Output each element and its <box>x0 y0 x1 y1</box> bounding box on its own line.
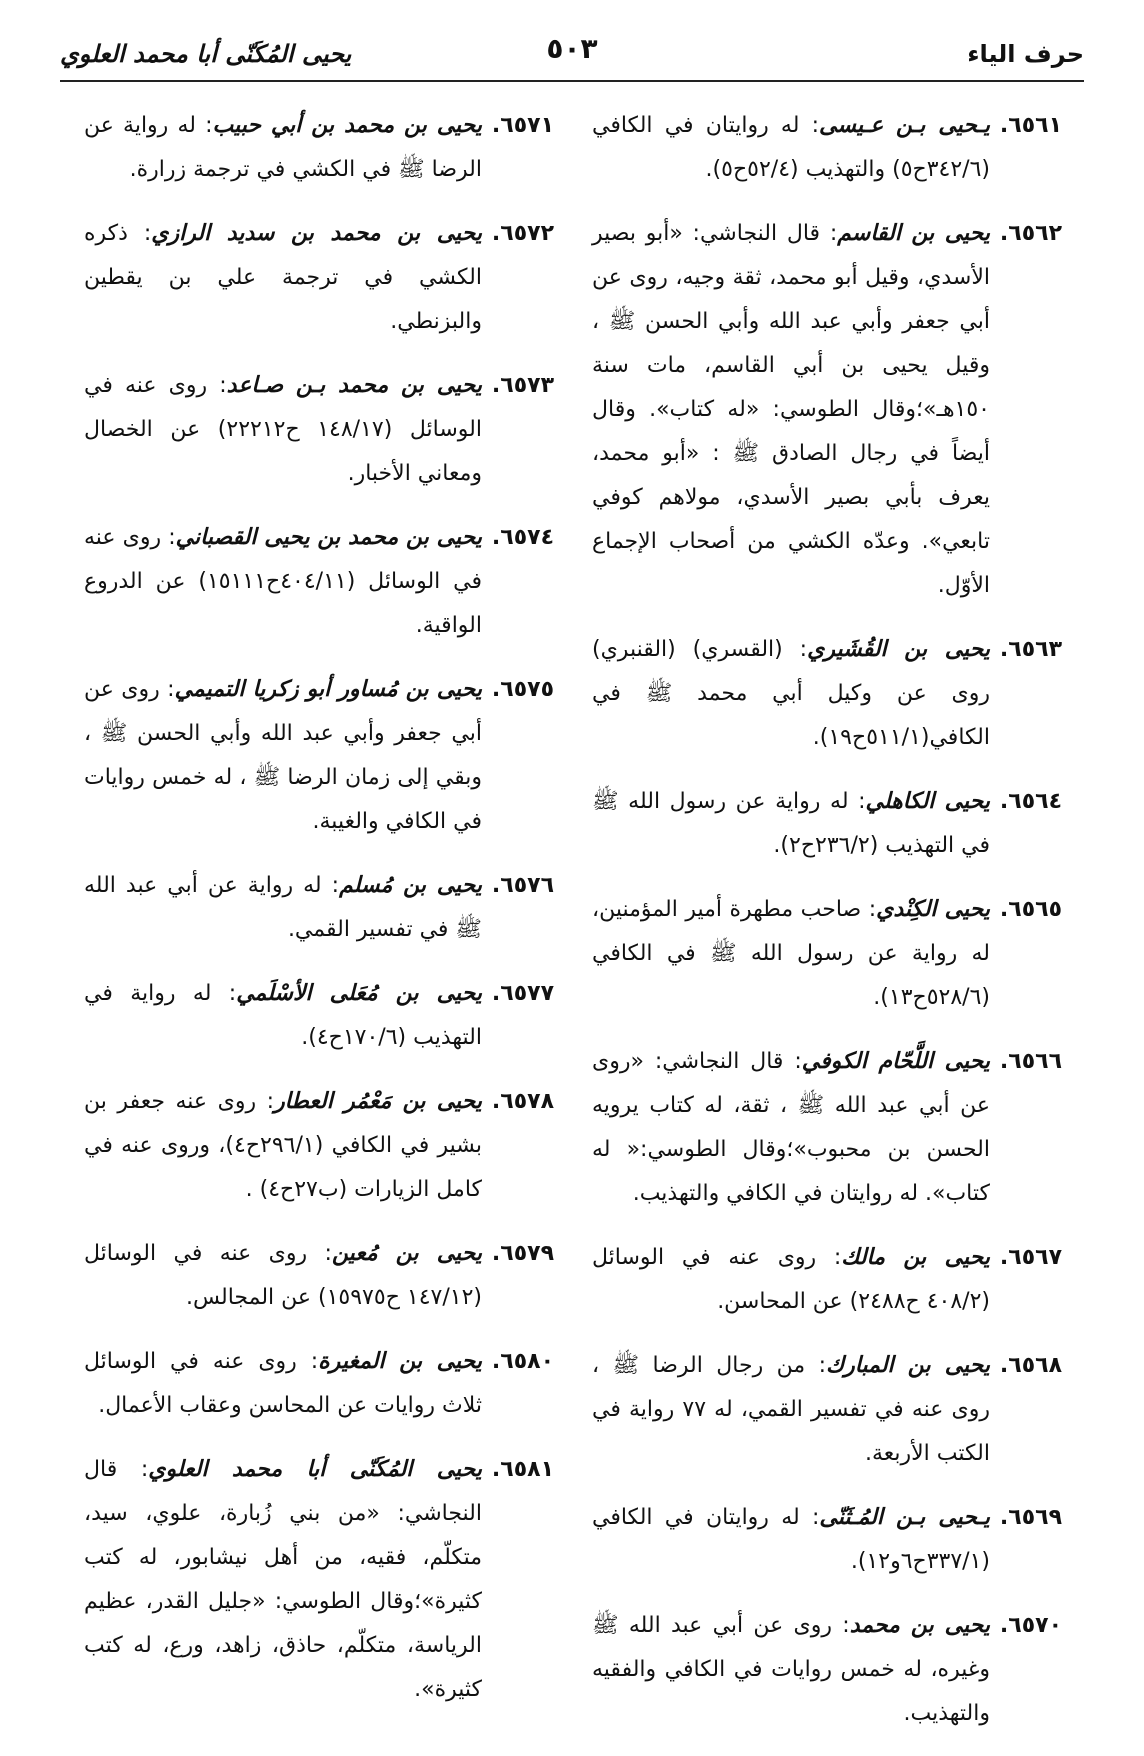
page-number: ٥٠٣ <box>546 32 598 65</box>
entry-number: ٦٥٦٤. <box>999 789 1062 814</box>
entry-text: : ذكره الكشي في ترجمة علي بن يقطين والبزنطي. <box>84 221 482 334</box>
entry-text: : روى عنه في الوسائل (٤٠٨/٢ ح٢٤٨٨) عن المحاسن. <box>592 1245 990 1314</box>
entry-name: يحيى بن القاسم <box>837 221 990 246</box>
entry-number: ٦٥٧٦. <box>491 873 554 898</box>
entry <box>84 1448 554 1712</box>
entry-name: يحيى بن المغيرة <box>318 1349 482 1374</box>
entry-text: : روى عنه في الوسائل (٤٠٤/١١ح١٥١١١) عن الدروع الواقية. <box>84 525 483 638</box>
entry-name: يحيى بن محمد بن يحيى القصباني <box>175 525 482 550</box>
entry-number: ٦٥٦٧. <box>999 1245 1062 1270</box>
entry-number: ٦٥٨٠. <box>491 1349 554 1374</box>
entry-number: ٦٥٦٢. <box>999 221 1062 246</box>
entry-number: ٦٥٦١. <box>999 113 1062 138</box>
entry-name: يـحيى بـن عـيسى <box>819 113 990 138</box>
entry-text: : قال النجاشي: «أبو بصير الأسدي، وقيل أبو محمد، ثقة وجيه، روى عن أبي جعفر وأبي عبد الله وأبي الحسن ﷺ ، وقيل يحيى بن أبي القاسم، مات سنة ١٥٠هـ»؛وقال الطوسي: «له كتاب». وقال أيضاً في رجال الصادق ﷺ : «أبو محمد، يعرف بأبي بصير الأسدي، مولاهم كوفي تابعي». وعدّه الكشي من أصحاب الإجماع الأوّل. <box>592 221 990 598</box>
entry <box>592 104 1062 192</box>
entry-text: : له رواية في التهذيب (١٧٠/٦ح٤). <box>84 981 482 1050</box>
entry <box>84 212 554 344</box>
entry <box>84 864 554 952</box>
entry-text: : صاحب مطهرة أمير المؤمنين، له رواية عن رسول الله ﷺ في الكافي (٥٢٨/٦ح١٣). <box>592 897 990 1010</box>
entry <box>592 1496 1062 1584</box>
entry-number: ٦٥٧٣. <box>491 373 554 398</box>
entry-text: : له رواية عن رسول الله ﷺ في التهذيب (٢٣٦/٢ح٢). <box>592 789 990 858</box>
entry-number: ٦٥٨١. <box>491 1457 554 1482</box>
entry-name: يحيى الكِنْدي <box>876 897 990 922</box>
entry-name: يحيى الكاهلي <box>865 789 990 814</box>
entry-name: يحيى المُكَنّى أبا محمد العلوي <box>148 1457 483 1482</box>
entry-name: يحيى بن مَعْمُر العطار <box>274 1089 482 1114</box>
entry <box>84 1340 554 1428</box>
entry <box>592 1344 1062 1476</box>
entry <box>84 1080 554 1212</box>
running-title: يحيى المُكَنّى أبا محمد العلوي <box>60 40 352 68</box>
entry-number: ٦٥٧١. <box>491 113 554 138</box>
entry <box>84 104 554 192</box>
entry <box>592 780 1062 868</box>
entry-text: : قال النجاشي: «من بني زُبارة، علوي، سيد، متكلّم، فقيه، من أهل نيشابور، له كتب كثيرة»؛وقال الطوسي: «جليل القدر، عظيم الرياسة، متكلّم، حاذق، زاهد، ورع، له كتب كثيرة». <box>84 1457 482 1702</box>
entry <box>84 972 554 1060</box>
entry-number: ٦٥٧٥. <box>491 677 554 702</box>
section-title: حرف الياء <box>967 40 1084 68</box>
entry-number: ٦٥٧٩. <box>491 1241 554 1266</box>
entry <box>84 1232 554 1320</box>
page-header <box>60 28 1084 76</box>
entry-name: يحيى بن مُعين <box>331 1241 482 1266</box>
entry-text: : روى عن أبي جعفر وأبي عبد الله وأبي الحسن ﷺ ، وبقي إلى زمان الرضا ﷺ ، له خمس روايات في الكافي والغيبة. <box>84 677 482 834</box>
left-column <box>84 104 554 1732</box>
entry-number: ٦٥٧٤. <box>491 525 554 550</box>
entry-name: يحيى بن محمد <box>849 1613 990 1638</box>
entry <box>592 212 1062 608</box>
entry-name: يحيى بن مالك <box>841 1245 990 1270</box>
entry-text: : روى عنه في الوسائل (١٤٨/١٧ ح٢٢٢١٢) عن الخصال ومعاني الأخبار. <box>84 373 482 486</box>
entry-number: ٦٥٧٧. <box>491 981 554 1006</box>
entry <box>592 628 1062 760</box>
entry-number: ٦٥٧٢. <box>491 221 554 246</box>
entry-text: : له رواية عن أبي عبد الله ﷺ في تفسير القمي. <box>84 873 482 942</box>
header-rule <box>60 80 1084 82</box>
right-column <box>592 104 1062 1756</box>
entry-name: يحيى بن القُشَيري <box>807 637 990 662</box>
entry-name: يحيى بن مُعَلى الأسْلَمي <box>236 981 482 1006</box>
entry-text: : من رجال الرضا ﷺ ، روى عنه في تفسير القمي، له ٧٧ رواية في الكتب الأربعة. <box>592 1353 990 1466</box>
entry-name: يحيى بن محمد بـن صـاعد <box>226 373 482 398</box>
entry-name: يـحيى بـن المُـثَنّى <box>819 1505 990 1530</box>
entry <box>84 668 554 844</box>
entry-text: : روى عنه في الوسائل (١٤٧/١٢ ح١٥٩٧٥) عن المجالس. <box>84 1241 482 1310</box>
entry-text: : له رواية عن الرضا ﷺ في الكشي في ترجمة زرارة. <box>84 113 482 182</box>
entry-name: يحيى بن مُسلم <box>339 873 482 898</box>
entry-number: ٦٥٦٣. <box>999 637 1062 662</box>
entry-name: يحيى بن مُساور أبو زكريا التميمي <box>174 677 483 702</box>
entry-text: : روى عنه جعفر بن بشير في الكافي (٢٩٦/١ح٤)، وروى عنه في كامل الزيارات (ب٢٧ح٤) . <box>84 1089 483 1202</box>
entry-number: ٦٥٧٨. <box>491 1089 554 1114</box>
entry <box>592 1604 1062 1736</box>
entry <box>592 1040 1062 1216</box>
entry <box>84 364 554 496</box>
entry-text: : روى عن أبي عبد الله ﷺ وغيره، له خمس روايات في الكافي والفقيه والتهذيب. <box>592 1613 990 1726</box>
entry-text: : له روايتان في الكافي (٣٣٧/١ح٦و١٢). <box>592 1505 990 1574</box>
entry-text: : (القسري) (القنبري) روى عن وكيل أبي محمد ﷺ في الكافي(٥١١/١ح١٩). <box>592 637 990 750</box>
entry-name: يحيى بن محمد بن أبي حبيب <box>212 113 483 138</box>
entry-number: ٦٥٦٦. <box>999 1049 1062 1074</box>
entry <box>592 1236 1062 1324</box>
entry-number: ٦٥٦٩. <box>999 1505 1062 1530</box>
entry-name: يحيى بن محمد بن سديد الرازي <box>151 221 482 246</box>
entry-text: : قال النجاشي: «روى عن أبي عبد الله ﷺ ، ثقة، له كتاب يرويه الحسن بن محبوب»؛وقال الطوسي:« له كتاب». له روايتان في الكافي والتهذيب. <box>592 1049 990 1206</box>
entry-text: : له روايتان في الكافي (٣٤٢/٦ح٥) والتهذيب (٥٢/٤ح٥). <box>592 113 990 182</box>
entry <box>84 516 554 648</box>
entry-number: ٦٥٦٨. <box>999 1353 1062 1378</box>
entry-name: يحيى اللَّحّام الكوفي <box>801 1049 990 1074</box>
entry-number: ٦٥٧٠. <box>999 1613 1062 1638</box>
entry-number: ٦٥٦٥. <box>999 897 1062 922</box>
entry-text: : روى عنه في الوسائل ثلاث روايات عن المحاسن وعقاب الأعمال. <box>84 1349 482 1418</box>
entry-name: يحيى بن المبارك <box>826 1353 991 1378</box>
entry <box>592 888 1062 1020</box>
